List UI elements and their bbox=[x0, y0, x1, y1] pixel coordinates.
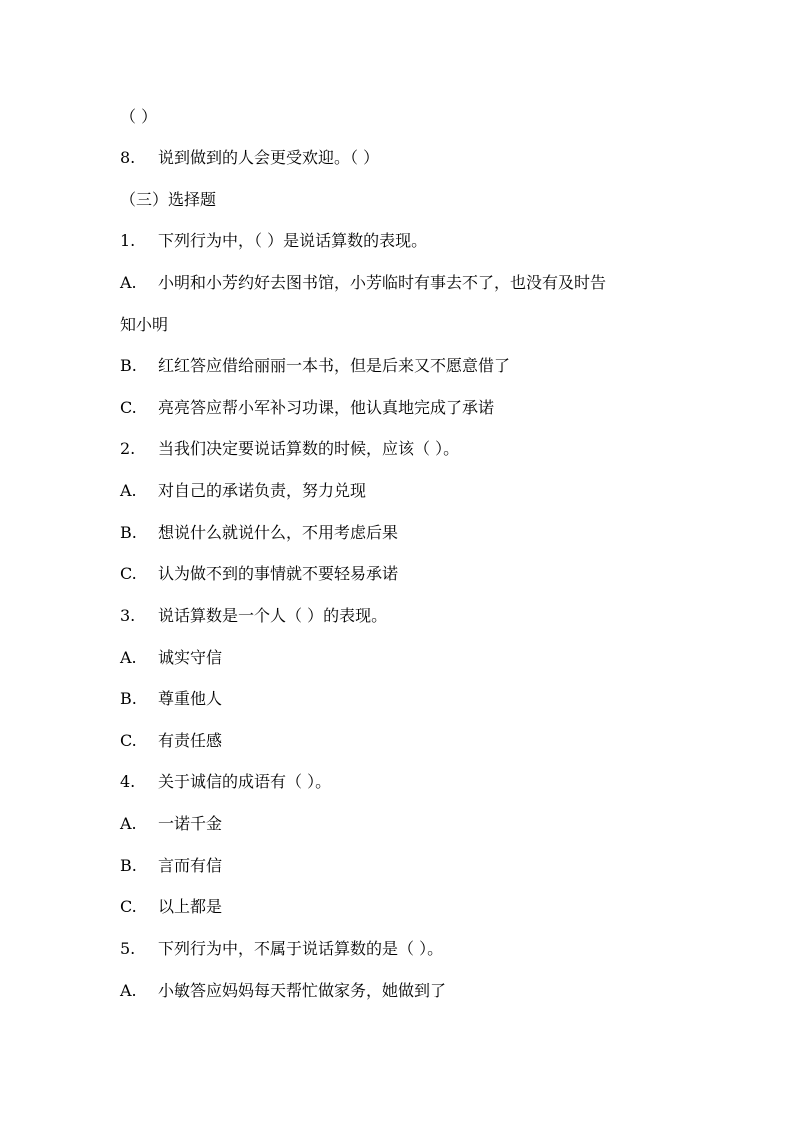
question-2 bbox=[120, 439, 459, 459]
option-letter: A. bbox=[120, 481, 137, 500]
option-letter: C. bbox=[120, 398, 137, 417]
question-4 bbox=[120, 772, 331, 792]
question-3 bbox=[120, 606, 387, 626]
option-text: 小敏答应妈妈每天帮忙做家务，她做到了 bbox=[158, 981, 447, 1000]
option-1b bbox=[120, 356, 510, 376]
question-number: 5. bbox=[120, 939, 136, 958]
question-number: 3. bbox=[120, 606, 136, 625]
option-letter: A. bbox=[120, 648, 137, 667]
line-text: （ ） bbox=[120, 107, 158, 126]
option-letter: C. bbox=[120, 731, 137, 750]
option-text: 红红答应借给丽丽一本书，但是后来又不愿意借了 bbox=[158, 356, 511, 375]
option-text: 亮亮答应帮小军补习功课，他认真地完成了承诺 bbox=[158, 398, 495, 417]
option-text: 尊重他人 bbox=[158, 689, 223, 708]
question-text: 说话算数是一个人（ ）的表现。 bbox=[158, 606, 388, 625]
option-text: 对自己的承诺负责，努力兑现 bbox=[158, 481, 367, 500]
option-text: 知小明 bbox=[120, 315, 169, 334]
option-2b bbox=[120, 523, 398, 543]
question-text: 下列行为中，（ ）是说话算数的表现。 bbox=[158, 231, 428, 250]
question-1 bbox=[120, 231, 427, 251]
option-3a bbox=[120, 648, 222, 668]
option-1a bbox=[120, 273, 606, 293]
option-letter: B. bbox=[120, 689, 137, 708]
option-letter: C. bbox=[120, 564, 137, 583]
option-4c bbox=[120, 897, 222, 917]
option-4a bbox=[120, 814, 222, 834]
option-1c bbox=[120, 398, 494, 418]
option-letter: A. bbox=[120, 273, 137, 292]
option-text: 言而有信 bbox=[158, 856, 223, 875]
option-text: 认为做不到的事情就不要轻易承诺 bbox=[158, 564, 399, 583]
section-title: （三）选择题 bbox=[120, 190, 217, 209]
question-text: 当我们决定要说话算数的时候，应该（ ）。 bbox=[158, 439, 460, 458]
option-letter: B. bbox=[120, 523, 137, 542]
question-number: 2. bbox=[120, 439, 136, 458]
option-2a bbox=[120, 481, 366, 501]
option-4b bbox=[120, 856, 222, 876]
option-text: 想说什么就说什么，不用考虑后果 bbox=[158, 523, 399, 542]
section-heading bbox=[120, 190, 216, 210]
option-1a-continued bbox=[120, 315, 168, 335]
option-text: 有责任感 bbox=[158, 731, 223, 750]
option-text: 诚实守信 bbox=[158, 648, 223, 667]
option-letter: A. bbox=[120, 814, 137, 833]
option-text: 一诺千金 bbox=[158, 814, 223, 833]
question-5 bbox=[120, 939, 443, 959]
question-number: 1. bbox=[120, 231, 136, 250]
option-3b bbox=[120, 689, 222, 709]
option-3c bbox=[120, 731, 222, 751]
question-number: 8. bbox=[120, 148, 136, 167]
question-text: 说到做到的人会更受欢迎。（ ） bbox=[158, 148, 380, 167]
answer-blank-line bbox=[120, 107, 157, 127]
question-text: 下列行为中，不属于说话算数的是（ ）。 bbox=[158, 939, 444, 958]
option-text: 以上都是 bbox=[158, 897, 223, 916]
question-8 bbox=[120, 148, 379, 168]
option-letter: B. bbox=[120, 356, 137, 375]
option-5a bbox=[120, 981, 446, 1001]
question-number: 4. bbox=[120, 772, 136, 791]
question-text: 关于诚信的成语有（ ）。 bbox=[158, 772, 332, 791]
option-letter: B. bbox=[120, 856, 137, 875]
option-2c bbox=[120, 564, 398, 584]
option-text: 小明和小芳约好去图书馆，小芳临时有事去不了，也没有及时告 bbox=[158, 273, 607, 292]
option-letter: C. bbox=[120, 897, 137, 916]
option-letter: A. bbox=[120, 981, 137, 1000]
